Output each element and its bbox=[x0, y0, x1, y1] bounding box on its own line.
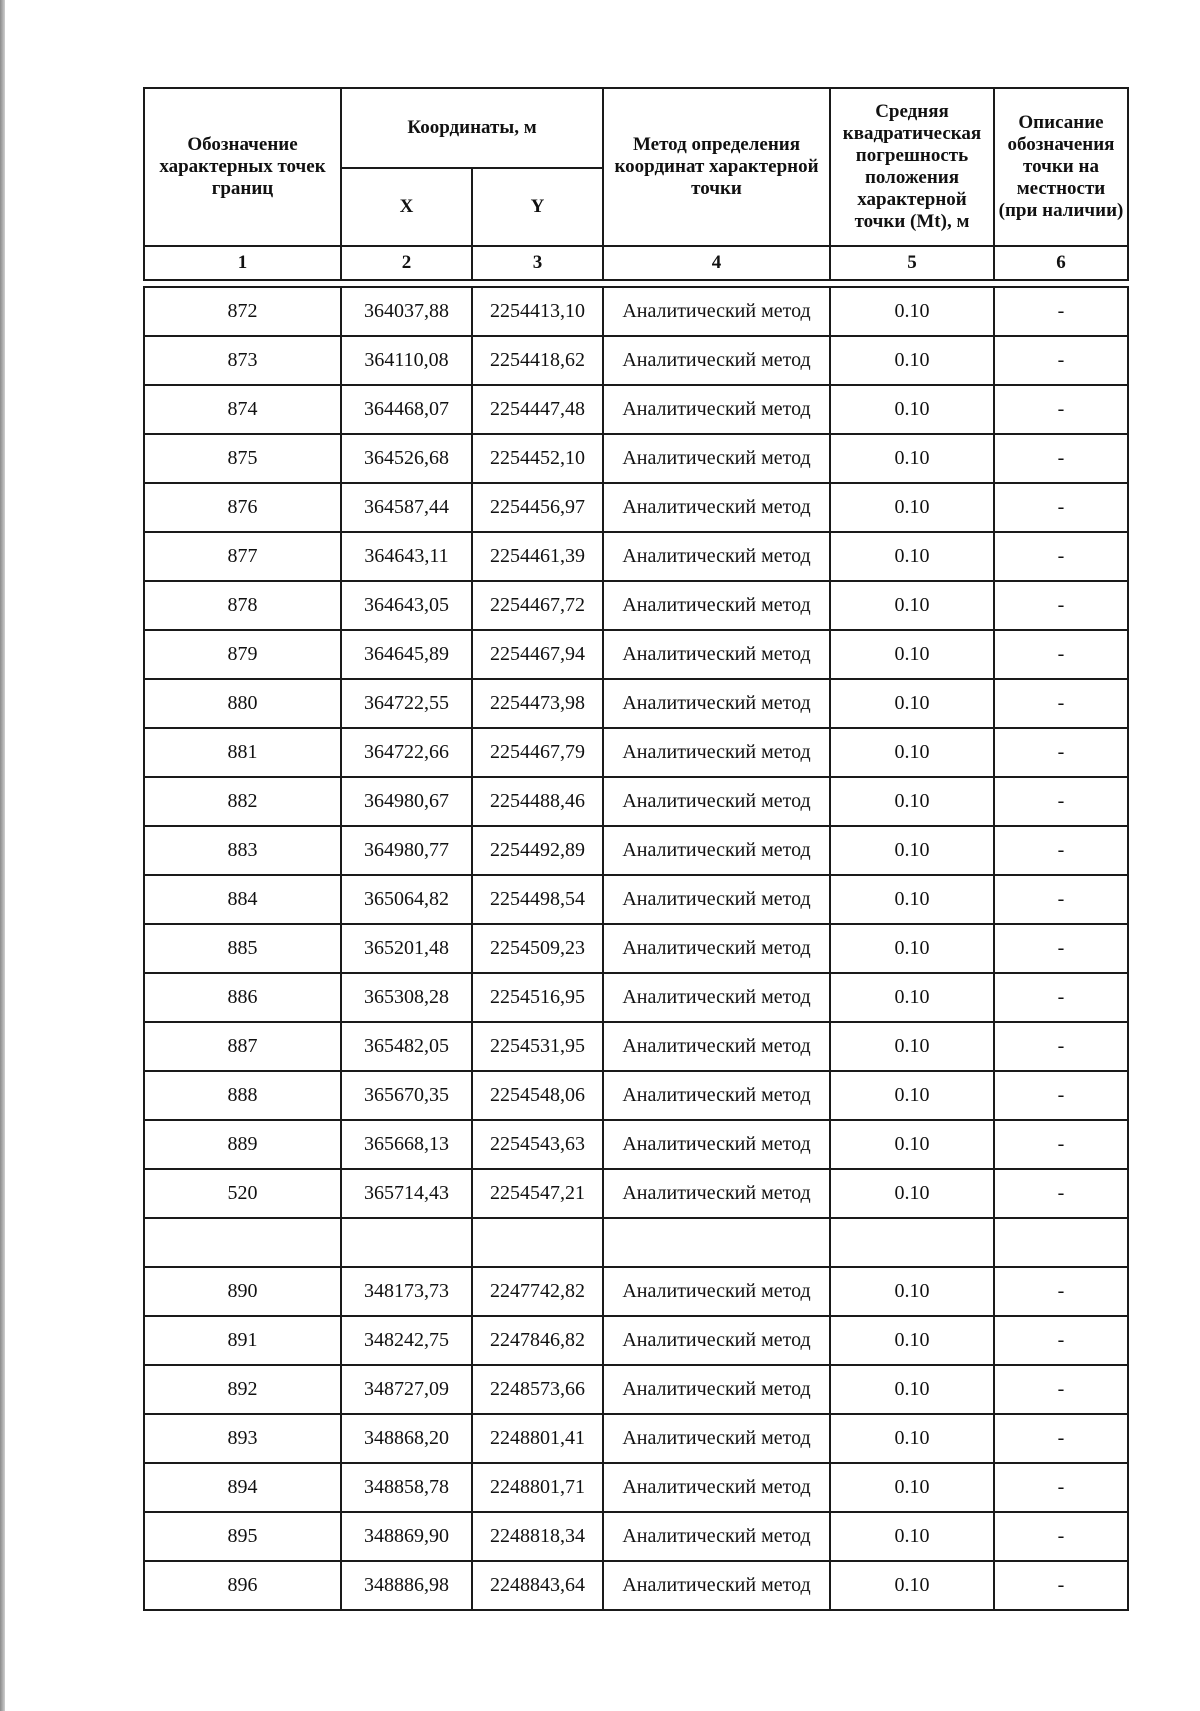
x-coordinate-cell: 364980,67 bbox=[341, 777, 472, 826]
y-coordinate-cell: 2254492,89 bbox=[472, 826, 603, 875]
method-cell: Аналитический метод bbox=[603, 826, 830, 875]
mean-square-error-cell: 0.10 bbox=[830, 1169, 994, 1218]
description-cell: - bbox=[994, 434, 1128, 483]
point-number-cell: 896 bbox=[144, 1561, 341, 1610]
method-cell: Аналитический метод bbox=[603, 1022, 830, 1071]
method-cell: Аналитический метод bbox=[603, 483, 830, 532]
mean-square-error-cell: 0.10 bbox=[830, 1561, 994, 1610]
method-cell: Аналитический метод bbox=[603, 777, 830, 826]
method-cell: Аналитический метод bbox=[603, 1561, 830, 1610]
description-cell: - bbox=[994, 1267, 1128, 1316]
table-row bbox=[144, 973, 1128, 1022]
boundary-points-table bbox=[143, 87, 1129, 1611]
mean-square-error-cell: 0.10 bbox=[830, 679, 994, 728]
point-number-cell: 890 bbox=[144, 1267, 341, 1316]
method-cell bbox=[603, 1218, 830, 1267]
method-cell: Аналитический метод bbox=[603, 1365, 830, 1414]
method-cell: Аналитический метод bbox=[603, 434, 830, 483]
point-number-cell: 877 bbox=[144, 532, 341, 581]
x-coordinate-cell: 365670,35 bbox=[341, 1071, 472, 1120]
y-coordinate-cell: 2254498,54 bbox=[472, 875, 603, 924]
method-cell: Аналитический метод bbox=[603, 1071, 830, 1120]
header-point-description: Описание обозначения точки на местности (при наличии) bbox=[994, 88, 1128, 246]
column-number: 4 bbox=[603, 246, 830, 280]
header-y: Y bbox=[472, 168, 603, 246]
mean-square-error-cell: 0.10 bbox=[830, 434, 994, 483]
x-coordinate-cell: 348858,78 bbox=[341, 1463, 472, 1512]
x-coordinate-cell: 364645,89 bbox=[341, 630, 472, 679]
table-row bbox=[144, 826, 1128, 875]
mean-square-error-cell bbox=[830, 1218, 994, 1267]
x-coordinate-cell: 364526,68 bbox=[341, 434, 472, 483]
mean-square-error-cell: 0.10 bbox=[830, 728, 994, 777]
table-header-row bbox=[144, 88, 1128, 168]
table-row bbox=[144, 336, 1128, 385]
y-coordinate-cell: 2254461,39 bbox=[472, 532, 603, 581]
table-row bbox=[144, 630, 1128, 679]
x-coordinate-cell: 365308,28 bbox=[341, 973, 472, 1022]
y-coordinate-cell: 2254418,62 bbox=[472, 336, 603, 385]
method-cell: Аналитический метод bbox=[603, 1169, 830, 1218]
point-number-cell: 887 bbox=[144, 1022, 341, 1071]
mean-square-error-cell: 0.10 bbox=[830, 973, 994, 1022]
x-coordinate-cell: 365064,82 bbox=[341, 875, 472, 924]
point-number-cell: 884 bbox=[144, 875, 341, 924]
description-cell: - bbox=[994, 630, 1128, 679]
description-cell: - bbox=[994, 1169, 1128, 1218]
table-row bbox=[144, 1071, 1128, 1120]
mean-square-error-cell: 0.10 bbox=[830, 1022, 994, 1071]
method-cell: Аналитический метод bbox=[603, 924, 830, 973]
y-coordinate-cell: 2254456,97 bbox=[472, 483, 603, 532]
method-cell: Аналитический метод bbox=[603, 1512, 830, 1561]
point-number-cell: 878 bbox=[144, 581, 341, 630]
y-coordinate-cell: 2254467,72 bbox=[472, 581, 603, 630]
y-coordinate-cell: 2247846,82 bbox=[472, 1316, 603, 1365]
header-point-designation: Обозначение характерных точек границ bbox=[144, 88, 341, 246]
description-cell: - bbox=[994, 1414, 1128, 1463]
description-cell: - bbox=[994, 973, 1128, 1022]
x-coordinate-cell: 364643,11 bbox=[341, 532, 472, 581]
x-coordinate-cell: 365201,48 bbox=[341, 924, 472, 973]
point-number-cell: 879 bbox=[144, 630, 341, 679]
table-row-empty bbox=[144, 1218, 1128, 1267]
x-coordinate-cell: 348173,73 bbox=[341, 1267, 472, 1316]
point-number-cell: 876 bbox=[144, 483, 341, 532]
x-coordinate-cell: 364587,44 bbox=[341, 483, 472, 532]
y-coordinate-cell: 2254473,98 bbox=[472, 679, 603, 728]
mean-square-error-cell: 0.10 bbox=[830, 483, 994, 532]
table-row bbox=[144, 1561, 1128, 1610]
table-row bbox=[144, 581, 1128, 630]
x-coordinate-cell: 365668,13 bbox=[341, 1120, 472, 1169]
mean-square-error-cell: 0.10 bbox=[830, 1365, 994, 1414]
description-cell: - bbox=[994, 287, 1128, 336]
y-coordinate-cell: 2254467,79 bbox=[472, 728, 603, 777]
method-cell: Аналитический метод bbox=[603, 385, 830, 434]
method-cell: Аналитический метод bbox=[603, 973, 830, 1022]
header-gap bbox=[144, 280, 1128, 287]
table-row bbox=[144, 532, 1128, 581]
point-number-cell: 874 bbox=[144, 385, 341, 434]
mean-square-error-cell: 0.10 bbox=[830, 336, 994, 385]
y-coordinate-cell: 2248843,64 bbox=[472, 1561, 603, 1610]
point-number-cell: 883 bbox=[144, 826, 341, 875]
y-coordinate-cell: 2254413,10 bbox=[472, 287, 603, 336]
point-number-cell: 886 bbox=[144, 973, 341, 1022]
x-coordinate-cell: 364468,07 bbox=[341, 385, 472, 434]
description-cell: - bbox=[994, 1365, 1128, 1414]
mean-square-error-cell: 0.10 bbox=[830, 875, 994, 924]
mean-square-error-cell: 0.10 bbox=[830, 924, 994, 973]
point-number-cell: 888 bbox=[144, 1071, 341, 1120]
description-cell: - bbox=[994, 483, 1128, 532]
mean-square-error-cell: 0.10 bbox=[830, 1120, 994, 1169]
table-row bbox=[144, 1120, 1128, 1169]
point-number-cell: 891 bbox=[144, 1316, 341, 1365]
description-cell: - bbox=[994, 1022, 1128, 1071]
description-cell: - bbox=[994, 1120, 1128, 1169]
point-number-cell: 895 bbox=[144, 1512, 341, 1561]
column-number: 6 bbox=[994, 246, 1128, 280]
mean-square-error-cell: 0.10 bbox=[830, 532, 994, 581]
method-cell: Аналитический метод bbox=[603, 679, 830, 728]
header-coordinates: Координаты, м bbox=[341, 88, 603, 168]
y-coordinate-cell: 2247742,82 bbox=[472, 1267, 603, 1316]
table-row bbox=[144, 385, 1128, 434]
y-coordinate-cell: 2254452,10 bbox=[472, 434, 603, 483]
method-cell: Аналитический метод bbox=[603, 336, 830, 385]
mean-square-error-cell: 0.10 bbox=[830, 1071, 994, 1120]
method-cell: Аналитический метод bbox=[603, 581, 830, 630]
method-cell: Аналитический метод bbox=[603, 532, 830, 581]
table-row bbox=[144, 1316, 1128, 1365]
point-number-cell: 892 bbox=[144, 1365, 341, 1414]
y-coordinate-cell: 2254488,46 bbox=[472, 777, 603, 826]
description-cell: - bbox=[994, 581, 1128, 630]
y-coordinate-cell: 2254548,06 bbox=[472, 1071, 603, 1120]
point-number-cell bbox=[144, 1218, 341, 1267]
x-coordinate-cell: 364722,55 bbox=[341, 679, 472, 728]
point-number-cell: 881 bbox=[144, 728, 341, 777]
column-number: 5 bbox=[830, 246, 994, 280]
x-coordinate-cell: 348242,75 bbox=[341, 1316, 472, 1365]
point-number-cell: 875 bbox=[144, 434, 341, 483]
method-cell: Аналитический метод bbox=[603, 1267, 830, 1316]
y-coordinate-cell: 2254509,23 bbox=[472, 924, 603, 973]
table-row bbox=[144, 728, 1128, 777]
document-sheet bbox=[143, 87, 1127, 1611]
description-cell: - bbox=[994, 532, 1128, 581]
header-x: X bbox=[341, 168, 472, 246]
y-coordinate-cell: 2254516,95 bbox=[472, 973, 603, 1022]
point-number-cell: 885 bbox=[144, 924, 341, 973]
table-row bbox=[144, 483, 1128, 532]
column-number: 1 bbox=[144, 246, 341, 280]
point-number-cell: 520 bbox=[144, 1169, 341, 1218]
table-row bbox=[144, 287, 1128, 336]
method-cell: Аналитический метод bbox=[603, 875, 830, 924]
y-coordinate-cell: 2248573,66 bbox=[472, 1365, 603, 1414]
x-coordinate-cell bbox=[341, 1218, 472, 1267]
description-cell: - bbox=[994, 1561, 1128, 1610]
method-cell: Аналитический метод bbox=[603, 728, 830, 777]
x-coordinate-cell: 364110,08 bbox=[341, 336, 472, 385]
description-cell: - bbox=[994, 924, 1128, 973]
header-mean-square-error: Средняя квадратическая погрешность положения характерной точки (Mt), м bbox=[830, 88, 994, 246]
table-row bbox=[144, 679, 1128, 728]
method-cell: Аналитический метод bbox=[603, 287, 830, 336]
mean-square-error-cell: 0.10 bbox=[830, 777, 994, 826]
x-coordinate-cell: 365482,05 bbox=[341, 1022, 472, 1071]
description-cell bbox=[994, 1218, 1128, 1267]
x-coordinate-cell: 348727,09 bbox=[341, 1365, 472, 1414]
column-number: 3 bbox=[472, 246, 603, 280]
table-row bbox=[144, 1414, 1128, 1463]
method-cell: Аналитический метод bbox=[603, 1120, 830, 1169]
method-cell: Аналитический метод bbox=[603, 1414, 830, 1463]
method-cell: Аналитический метод bbox=[603, 1463, 830, 1512]
mean-square-error-cell: 0.10 bbox=[830, 287, 994, 336]
column-number-row bbox=[144, 246, 1128, 280]
x-coordinate-cell: 364980,77 bbox=[341, 826, 472, 875]
scan-page-edge bbox=[0, 0, 5, 1711]
description-cell: - bbox=[994, 777, 1128, 826]
description-cell: - bbox=[994, 1512, 1128, 1561]
mean-square-error-cell: 0.10 bbox=[830, 1512, 994, 1561]
column-number: 2 bbox=[341, 246, 472, 280]
mean-square-error-cell: 0.10 bbox=[830, 581, 994, 630]
table-row bbox=[144, 924, 1128, 973]
y-coordinate-cell: 2254531,95 bbox=[472, 1022, 603, 1071]
method-cell: Аналитический метод bbox=[603, 630, 830, 679]
x-coordinate-cell: 365714,43 bbox=[341, 1169, 472, 1218]
table-body bbox=[144, 287, 1128, 1610]
table-row bbox=[144, 1022, 1128, 1071]
mean-square-error-cell: 0.10 bbox=[830, 826, 994, 875]
y-coordinate-cell: 2254543,63 bbox=[472, 1120, 603, 1169]
point-number-cell: 882 bbox=[144, 777, 341, 826]
x-coordinate-cell: 348869,90 bbox=[341, 1512, 472, 1561]
mean-square-error-cell: 0.10 bbox=[830, 385, 994, 434]
y-coordinate-cell: 2254467,94 bbox=[472, 630, 603, 679]
table-row bbox=[144, 1267, 1128, 1316]
table-row bbox=[144, 1169, 1128, 1218]
y-coordinate-cell bbox=[472, 1218, 603, 1267]
header-method: Метод определения координат характерной точки bbox=[603, 88, 830, 246]
method-cell: Аналитический метод bbox=[603, 1316, 830, 1365]
point-number-cell: 880 bbox=[144, 679, 341, 728]
y-coordinate-cell: 2248801,41 bbox=[472, 1414, 603, 1463]
y-coordinate-cell: 2254547,21 bbox=[472, 1169, 603, 1218]
point-number-cell: 894 bbox=[144, 1463, 341, 1512]
point-number-cell: 873 bbox=[144, 336, 341, 385]
y-coordinate-cell: 2248818,34 bbox=[472, 1512, 603, 1561]
description-cell: - bbox=[994, 385, 1128, 434]
point-number-cell: 893 bbox=[144, 1414, 341, 1463]
x-coordinate-cell: 364722,66 bbox=[341, 728, 472, 777]
description-cell: - bbox=[994, 336, 1128, 385]
x-coordinate-cell: 348868,20 bbox=[341, 1414, 472, 1463]
description-cell: - bbox=[994, 1316, 1128, 1365]
description-cell: - bbox=[994, 826, 1128, 875]
table-row bbox=[144, 777, 1128, 826]
mean-square-error-cell: 0.10 bbox=[830, 1316, 994, 1365]
description-cell: - bbox=[994, 1071, 1128, 1120]
table-row bbox=[144, 1463, 1128, 1512]
description-cell: - bbox=[994, 1463, 1128, 1512]
description-cell: - bbox=[994, 679, 1128, 728]
mean-square-error-cell: 0.10 bbox=[830, 630, 994, 679]
x-coordinate-cell: 364643,05 bbox=[341, 581, 472, 630]
description-cell: - bbox=[994, 875, 1128, 924]
mean-square-error-cell: 0.10 bbox=[830, 1267, 994, 1316]
table-row bbox=[144, 434, 1128, 483]
mean-square-error-cell: 0.10 bbox=[830, 1463, 994, 1512]
y-coordinate-cell: 2248801,71 bbox=[472, 1463, 603, 1512]
x-coordinate-cell: 364037,88 bbox=[341, 287, 472, 336]
table-row bbox=[144, 875, 1128, 924]
description-cell: - bbox=[994, 728, 1128, 777]
table-row bbox=[144, 1365, 1128, 1414]
mean-square-error-cell: 0.10 bbox=[830, 1414, 994, 1463]
table-row bbox=[144, 1512, 1128, 1561]
x-coordinate-cell: 348886,98 bbox=[341, 1561, 472, 1610]
point-number-cell: 872 bbox=[144, 287, 341, 336]
y-coordinate-cell: 2254447,48 bbox=[472, 385, 603, 434]
point-number-cell: 889 bbox=[144, 1120, 341, 1169]
